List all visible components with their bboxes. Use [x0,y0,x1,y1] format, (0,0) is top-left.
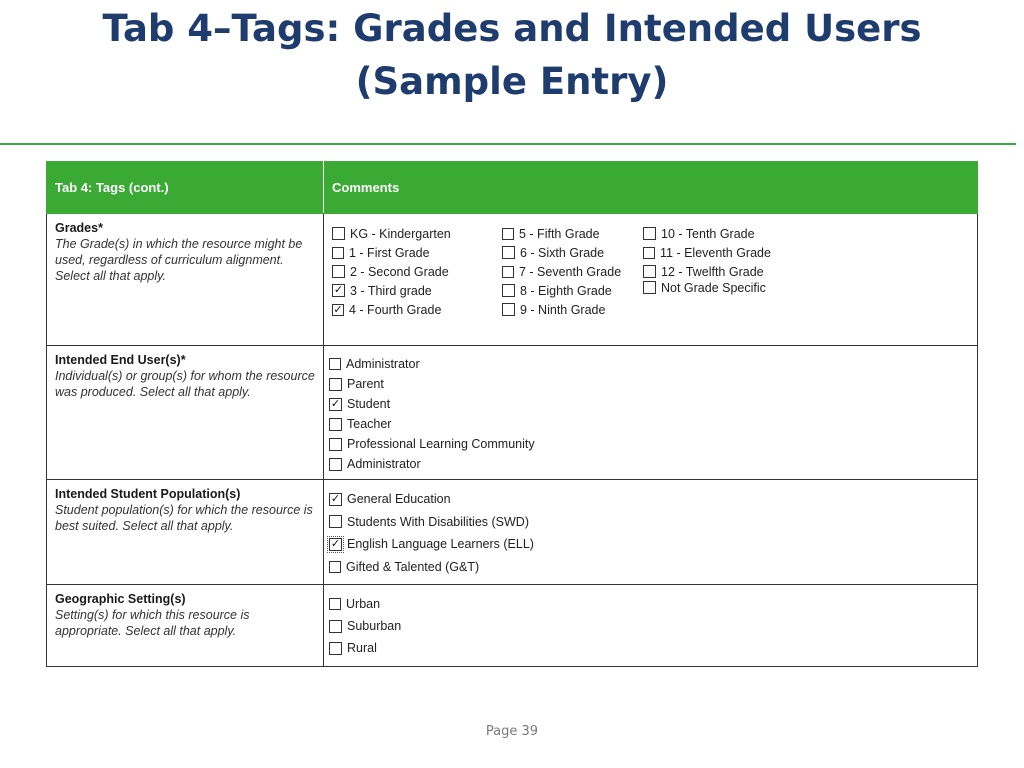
checkbox-checked[interactable]: ✓ [330,537,341,550]
tags-form-table [46,161,978,667]
grade-option[interactable]: 11 - Eleventh Grade [643,243,771,262]
grade-option[interactable]: 12 - Twelfth Grade [643,262,771,281]
grades-label-cell [47,214,324,346]
end-user-option[interactable]: Professional Learning Community [329,434,977,454]
geographic-label-cell [47,585,324,667]
grade-option[interactable]: 1 - First Grade [332,243,451,262]
checkbox[interactable] [329,620,342,633]
geographic-row [47,585,978,667]
checkbox[interactable] [643,227,656,240]
checkbox[interactable] [329,515,342,528]
population-option[interactable]: Gifted & Talented (G&T) [329,556,977,579]
student-population-row [47,480,978,585]
end-user-option[interactable]: Administrator [329,454,977,474]
checkbox[interactable] [502,228,514,240]
grades-column-2 [502,224,621,319]
checkbox[interactable] [502,284,515,297]
grade-option[interactable]: 5 - Fifth Grade [502,224,621,243]
grade-option[interactable]: 8 - Eighth Grade [502,281,621,300]
grade-option[interactable]: Not Grade Specific [643,278,771,297]
grade-option[interactable]: KG - Kindergarten [332,224,451,243]
checkbox-checked[interactable]: ✓ [330,397,341,410]
grades-column-1 [332,224,451,319]
checkbox[interactable] [329,458,342,471]
grade-option[interactable]: 2 - Second Grade [332,262,451,281]
checkbox[interactable] [329,598,341,610]
end-users-checkbox-list [324,346,977,474]
grades-column-3 [643,224,771,297]
grades-row [47,214,978,346]
grades-field-description: The Grade(s) in which the resource might be used, regardless of curriculum alignment. Select all that apply. [55,237,303,283]
checkbox[interactable] [329,642,342,655]
end-user-option[interactable]: ✓ Student [330,397,391,411]
geographic-option[interactable]: Urban [329,593,977,615]
checkbox[interactable] [502,266,514,278]
checkbox-checked[interactable]: ✓ [333,284,344,296]
slide-title-line2: (Sample Entry) [355,60,669,103]
end-users-options-cell [324,346,978,480]
grade-option[interactable]: 6 - Sixth Grade [502,243,621,262]
checkbox[interactable] [502,303,515,316]
checkbox[interactable] [329,418,342,431]
checkbox-checked[interactable]: ✓ [333,303,343,316]
grade-option[interactable]: ✓ 4 - Fourth Grade [333,302,442,317]
slide-title-line1: Tab 4–Tags: Grades and Intended Users [102,7,922,50]
end-users-field-description: Individual(s) or group(s) for whom the resource was produced. Select all that apply. [55,369,315,399]
grades-options-cell [324,214,978,346]
table-header-row [47,162,978,214]
grade-option[interactable]: 7 - Seventh Grade [502,262,621,281]
checkbox[interactable] [502,246,515,259]
checkbox[interactable] [329,358,341,370]
page-number: Page 39 [485,724,539,739]
geographic-field-name: Geographic Setting(s) [55,592,186,606]
checkbox[interactable] [329,438,342,451]
geographic-option[interactable]: Suburban [329,615,977,637]
end-users-field-name: Intended End User(s)* [55,353,186,367]
geographic-checkbox-list [324,585,977,659]
student-population-field-name: Intended Student Population(s) [55,487,241,501]
checkbox[interactable] [643,247,655,259]
checkbox[interactable] [643,265,656,278]
header-tab-label: Tab 4: Tags (cont.) [47,162,324,214]
grades-checkbox-grid [324,214,977,344]
geographic-option[interactable]: Rural [329,637,977,659]
geographic-field-description: Setting(s) for which this resource is appropriate. Select all that apply. [55,608,250,638]
checkbox[interactable] [332,247,344,259]
header-comments: Comments [324,162,978,214]
student-population-field-description: Student population(s) for which the resource is best suited. Select all that apply. [55,503,313,533]
grade-option[interactable]: 9 - Ninth Grade [502,300,621,319]
checkbox[interactable] [643,281,656,294]
population-option[interactable]: Students With Disabilities (SWD) [329,511,977,534]
population-option[interactable]: ✓ English Language Learners (ELL) [330,537,534,552]
checkbox[interactable] [332,265,345,278]
checkbox[interactable] [329,561,341,573]
checkbox[interactable] [329,378,342,391]
end-user-option[interactable]: Teacher [329,414,977,434]
student-population-checkbox-list [324,480,977,578]
slide-title [0,2,1024,108]
geographic-options-cell [324,585,978,667]
student-population-label-cell [47,480,324,585]
grade-option[interactable]: 10 - Tenth Grade [643,224,771,243]
student-population-options-cell [324,480,978,585]
end-users-row [47,346,978,480]
checkbox-checked[interactable]: ✓ [330,492,341,505]
population-option[interactable]: ✓ General Education [330,492,451,507]
end-user-option[interactable]: Administrator [329,354,977,374]
title-divider [0,143,1016,145]
end-users-label-cell [47,346,324,480]
grades-field-name: Grades* [55,221,103,235]
end-user-option[interactable]: Parent [329,374,977,394]
grade-option[interactable]: ✓ 3 - Third grade [333,283,432,298]
checkbox[interactable] [332,227,345,240]
